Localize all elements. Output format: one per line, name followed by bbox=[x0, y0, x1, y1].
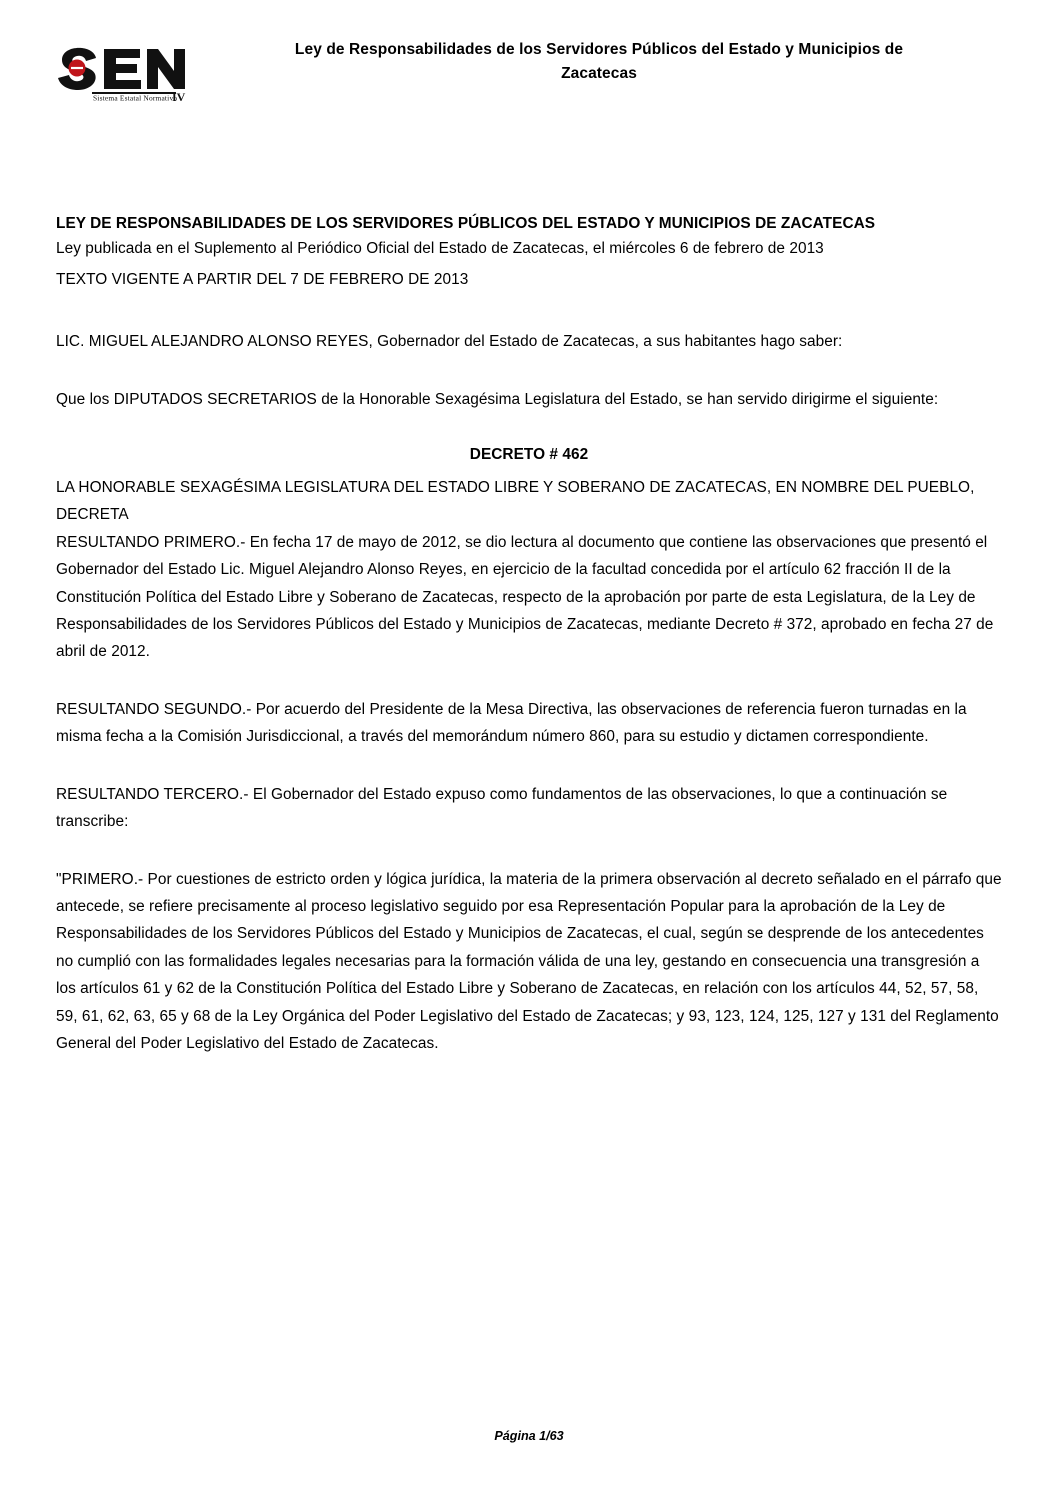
svg-text:IV: IV bbox=[172, 90, 186, 104]
logo bbox=[52, 38, 192, 102]
resultando-tercero: RESULTANDO TERCERO.- El Gobernador del Estado expuso como fundamentos de las observaciones, lo que a continuación se transcribe: bbox=[56, 785, 948, 831]
resultando-primero: RESULTANDO PRIMERO.- En fecha 17 de mayo de 2012, se dio lectura al documento que contiene las observaciones que presentó el Gobernador del Estado Lic. Miguel Alejandro Alonso Reyes, en ejercicio de la facultad concedida por el artículo 62 fracción II de la Constitución Política del Estado Libre y Soberano de Zacatecas, respecto de la aprobación por parte de esta Legislatura, de la Ley de Responsabilidades de los Servidores Públicos del Estado y Municipios de Zacatecas, mediante Decreto # 372, aprobado en fecha 27 de abril de 2012. bbox=[56, 533, 994, 661]
deputies-line: Que los DIPUTADOS SECRETARIOS de la Honorable Sexagésima Legislatura del Estado, se han servido dirigirme el siguiente: bbox=[56, 390, 939, 408]
publication-line: Ley publicada en el Suplemento al Periódico Oficial del Estado de Zacatecas, el miércoles 6 de febrero de 2013 bbox=[56, 240, 824, 258]
decree-heading: DECRETO # 462 bbox=[469, 446, 589, 464]
page-footer bbox=[0, 1429, 1058, 1443]
svg-text:Sistema Estatal Normativo: Sistema Estatal Normativo bbox=[93, 93, 178, 103]
document-title: LEY DE RESPONSABILIDADES DE LOS SERVIDORES PÚBLICOS DEL ESTADO Y MUNICIPIOS DE ZACATECAS bbox=[56, 215, 876, 232]
sen-logo-icon bbox=[52, 42, 192, 102]
page-header bbox=[0, 0, 1058, 102]
header-title bbox=[192, 38, 1002, 86]
governor-line: LIC. MIGUEL ALEJANDRO ALONSO REYES, Gobernador del Estado de Zacatecas, a sus habitantes hago saber: bbox=[56, 333, 843, 351]
primero-quote: "PRIMERO.- Por cuestiones de estricto orden y lógica jurídica, la materia de la primera observación al decreto señalado en el párrafo que antecede, se refiere precisamente al proceso legislativo seguido por esa Representación Popular para la aprobación de la Ley de Responsabilidades de los Servidores Públicos del Estado y Municipios de Zacatecas, el cual, según se desprende de los antecedentes no cumplió con las formalidades legales necesarias para la formación válida de una ley, gestando en consecuencia una transgresión a los artículos 61 y 62 de la Constitución Política del Estado Libre y Soberano de Zacatecas, en relación con los artículos 44, 52, 57, 58, 59, 61, 62, 63, 65 y 68 de la Ley Orgánica del Poder Legislativo del Estado de Zacatecas; y 93, 123, 124, 125, 127 y 131 del Reglamento General del Poder Legislativo del Estado de Zacatecas. bbox=[56, 870, 1002, 1053]
validity-line: TEXTO VIGENTE A PARTIR DEL 7 DE FEBRERO DE 2013 bbox=[56, 271, 469, 289]
document-body bbox=[0, 210, 1058, 1057]
header-title-line1: Ley de Responsabilidades de los Servidores Públicos del Estado y Municipios de bbox=[294, 41, 904, 58]
resultando-segundo: RESULTANDO SEGUNDO.- Por acuerdo del Presidente de la Mesa Directiva, las observaciones de referencia fueron turnadas en la misma fecha a la Comisión Jurisdiccional, a través del memorándum número 860, para su estudio y dictamen correspondiente. bbox=[56, 700, 967, 746]
legislature-line: LA HONORABLE SEXAGÉSIMA LEGISLATURA DEL ESTADO LIBRE Y SOBERANO DE ZACATECAS, EN NOMBRE DEL PUEBLO, DECRETA bbox=[56, 478, 975, 524]
header-title-line2: Zacatecas bbox=[561, 65, 637, 83]
page-number: Página 1/63 bbox=[494, 1429, 564, 1443]
